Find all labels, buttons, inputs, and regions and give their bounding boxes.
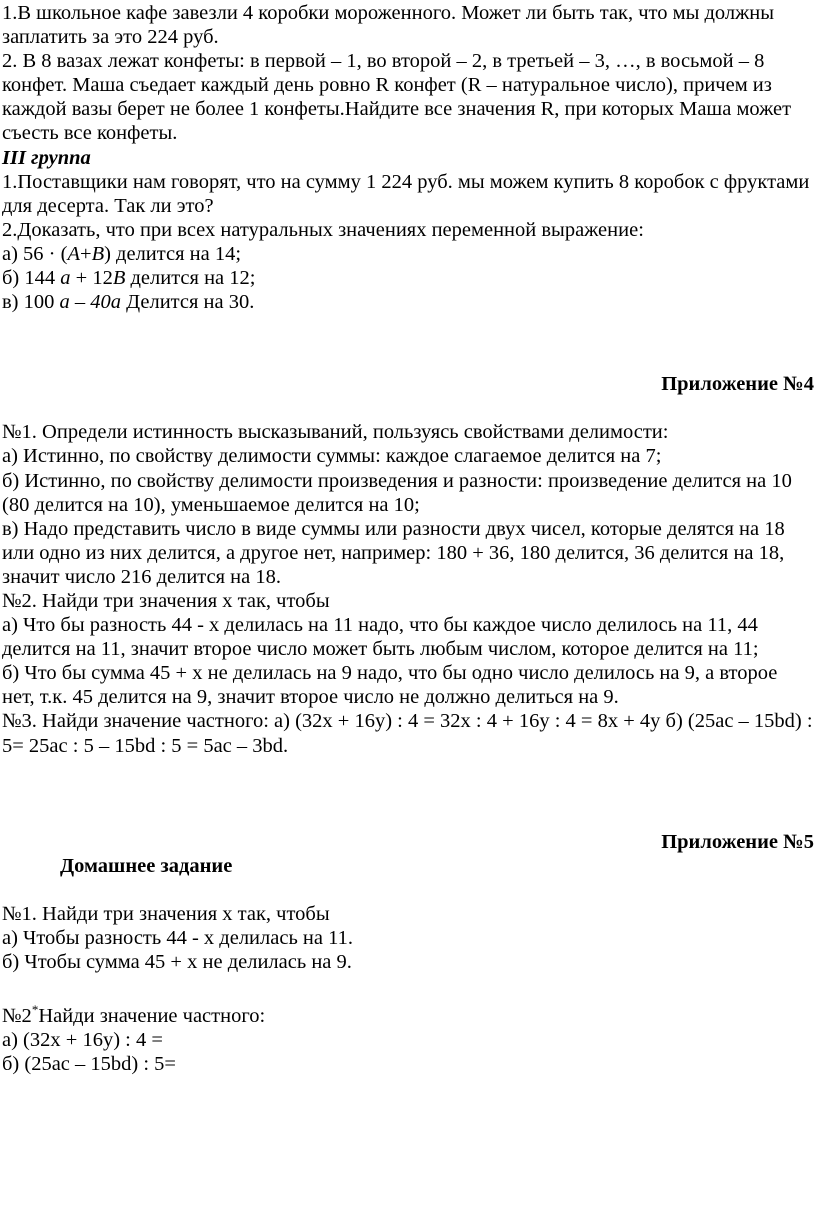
group3-task2-intro: 2.Доказать, что при всех натуральных значениях переменной выражение: [2,218,644,241]
homework-task2-b: б) (25ас – 15bd) : 5= [2,1053,176,1076]
item-b-var1: а [60,267,71,290]
spacer [2,396,814,420]
item-c-suffix: Делится на 30. [121,291,255,314]
homework-task2-star: * [31,1002,39,1018]
appendix4-line: б) Истинно, по свойству делимости произведения и разности: произведение делится на 10 (80 делится на 10), уменьшаемое делится на 10; [2,469,792,516]
appendix5-title: Приложение №5 [661,830,814,853]
group2-task1: 1.В школьное кафе завезли 4 коробки мороженного. Может ли быть так, что мы должны заплатить за это 224 руб. [2,2,775,49]
homework-title: Домашнее задание [60,854,233,877]
homework-task1-a: а) Чтобы разность 44 - х делилась на 11. [2,926,353,949]
homework-task2-label: №2 [2,1004,32,1027]
group2-task2: 2. В 8 вазах лежат конфеты: в первой – 1, во второй – 2, в третьей – 3, …, в восьмой – 8 конфет. Маша съедает каждый день ровно R конфет (R – натуральное число), причем из каждой вазы берет не более 1 конфеты.Найдите все значения R, при которых Маша может съесть все конфеты. [2,50,792,145]
appendix4-line: №3. Найди значение частного: а) (32х + 16у) : 4 = 32х : 4 + 16у : 4 = 8х + 4у б) (25ас – 15bd) : 5= 25ас : 5 – 15bd : 5 = 5ас – 3bd. [2,710,813,757]
item-b-mid: + 12 [70,267,113,290]
appendix4-line: №1. Определи истинность высказываний, пользуясь свойствами делимости: [2,421,669,444]
homework-task2-text: Найди значение частного: [38,1004,266,1027]
homework-task1: №1. Найди три значения х так, чтобы [2,902,330,925]
item-b-prefix: б) 144 [2,267,61,290]
item-c-prefix: в) 100 [2,291,60,314]
group3-item-c [2,290,814,314]
group3-task1: 1.Поставщики нам говорят, что на сумму 1 224 руб. мы можем купить 8 коробок с фруктами для десерта. Так ли это? [2,170,810,217]
homework-task1-b: б) Чтобы сумма 45 + х не делилась на 9. [2,951,352,973]
spacer [2,974,814,998]
item-a-plus: + [80,242,92,265]
appendix4-title: Приложение №4 [661,373,814,396]
item-a-suffix: ) делится на 14; [104,242,242,265]
appendix4-line: а) Что бы разность 44 - х делилась на 11 надо, что бы каждое число делилось на 11, 44 делится на 11, значит второе число может быть любым числом, которое делится на 11; [2,614,759,661]
homework-task2 [2,998,814,1028]
document-page [2,1,814,1076]
appendix4-line: а) Истинно, по свойству делимости суммы: каждое слагаемое делится на 7; [2,445,662,468]
appendix4-line: б) Что бы сумма 45 + х не делилась на 9 надо, что бы одно число делилось на 9, а второе нет, т.к. 45 делится на 9, значит второе число не должно делиться на 9. [2,662,778,709]
spacer [2,758,814,830]
group3-item-a [2,242,814,266]
item-c-expr: а – 40а [59,291,122,314]
item-a-prefix: а) 56 · ( [2,242,68,265]
homework-task2-a: а) (32х + 16у) : 4 = [2,1029,163,1052]
item-a-var2: В [91,242,105,265]
item-a-var1: А [67,242,80,265]
spacer [2,878,814,902]
appendix4-line: в) Надо представить число в виде суммы или разности двух чисел, которые делятся на 18 или одно из них делится, а другое нет, например: 180 + 36, 180 делится, 36 делится на 18, значит число 216 делится на 18. [2,517,785,588]
spacer [2,314,814,372]
appendix4-line: №2. Найди три значения х так, чтобы [2,589,330,612]
item-b-suffix: делится на 12; [125,267,256,290]
item-b-var2: В [112,267,126,290]
group3-item-b [2,266,814,290]
group3-title: III группа [2,146,91,169]
